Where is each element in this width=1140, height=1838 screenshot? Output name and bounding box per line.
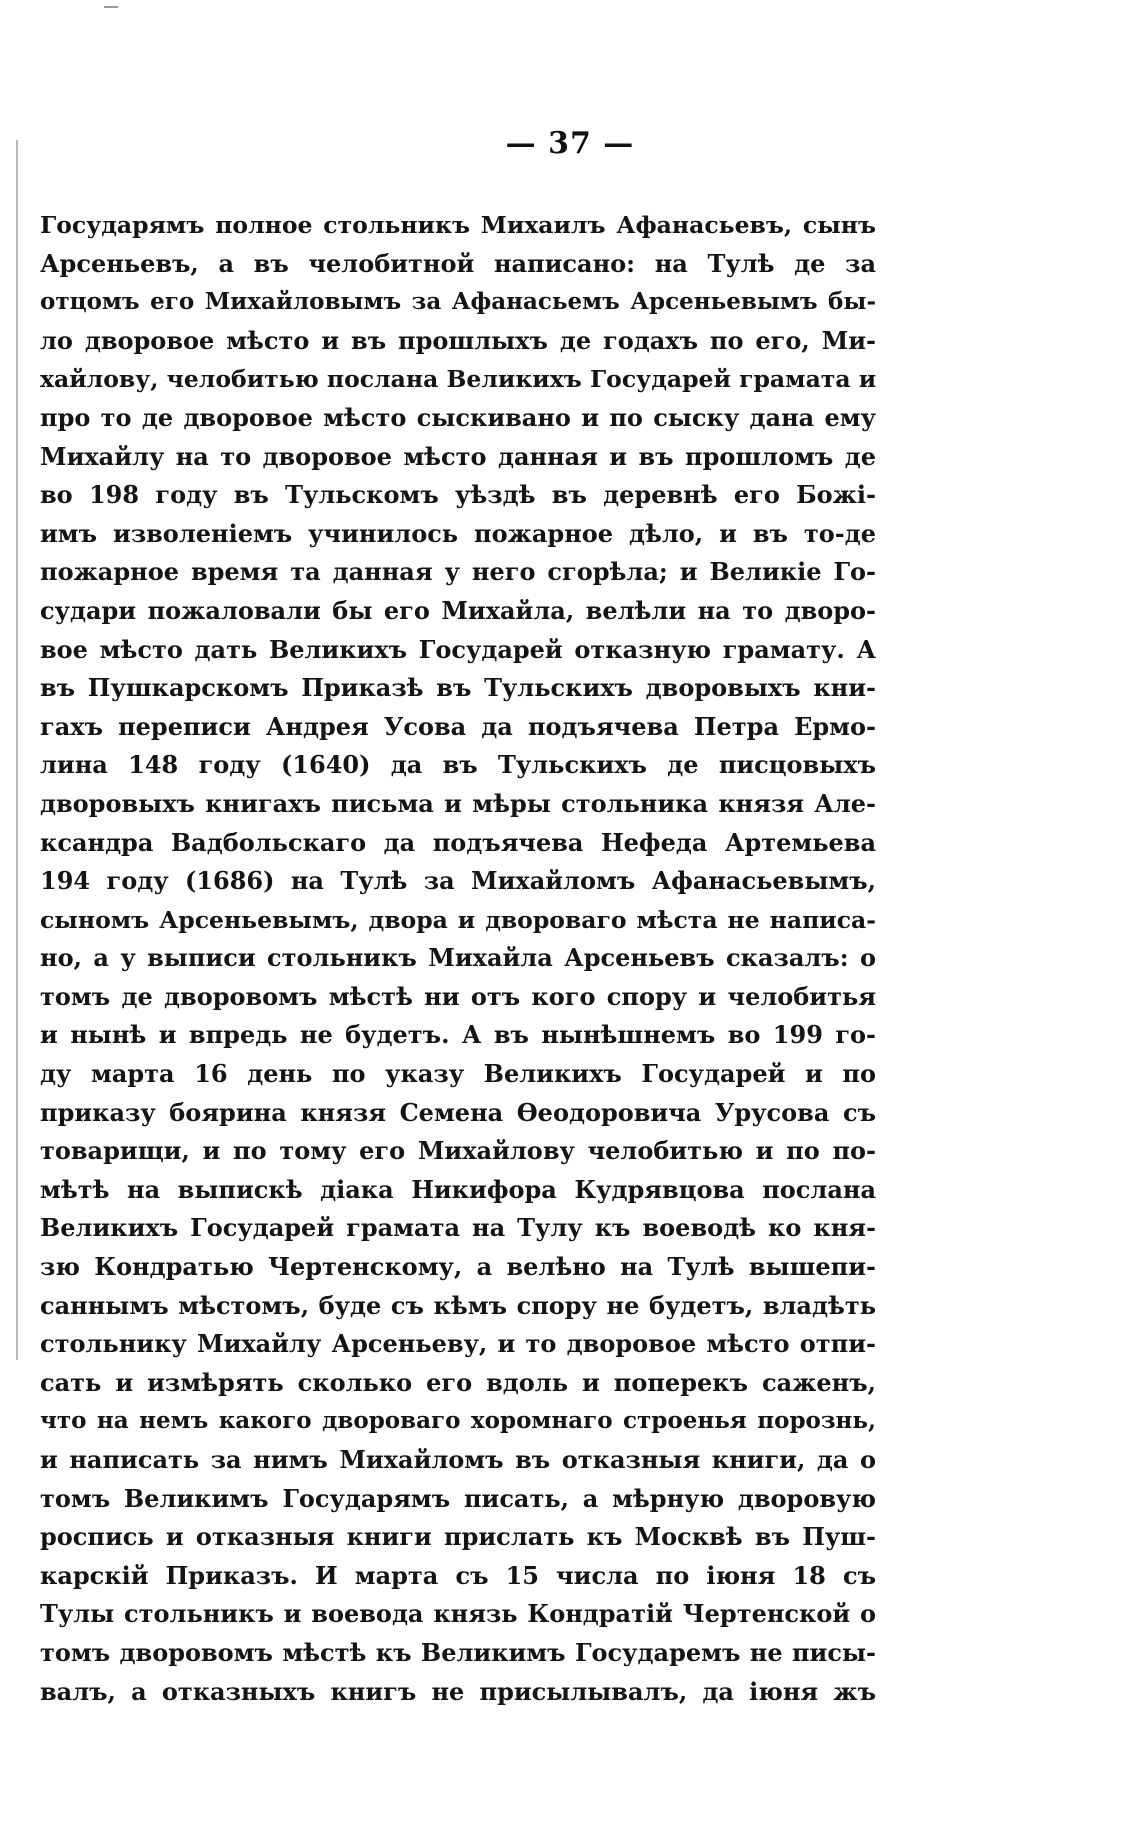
text-line: Великихъ Государей грамата на Тулу къ воеводѣ ко кня-: [40, 1213, 876, 1243]
page-number: — 37 —: [505, 126, 635, 161]
text-line: томъ дворовомъ мѣстѣ къ Великимъ Государемъ не писы-: [40, 1637, 876, 1667]
text-line: судари пожаловали бы его Михайла, велѣли на то дворо-: [40, 595, 876, 625]
text-line: 194 году (1686) на Тулѣ за Михайломъ Афанасьевымъ,: [40, 866, 876, 896]
text-line: томъ Великимъ Государямъ писать, а мѣрную дворовую: [40, 1483, 876, 1513]
text-line: хайлову, челобитью послана Великихъ Государей грамата и: [40, 365, 877, 394]
text-line: но, а у выписи стольникъ Михайла Арсеньевъ сказалъ: о: [40, 943, 876, 973]
text-line: роспись и отказныя книги прислать къ Москвѣ въ Пуш-: [40, 1522, 876, 1552]
scan-mark: [104, 6, 118, 8]
text-line: вое мѣсто дать Великихъ Государей отказную грамату. А: [40, 634, 876, 664]
text-line: Михайлу на то дворовое мѣсто данная и въ прошломъ де: [40, 441, 876, 471]
text-line: въ Пушкарскомъ Приказѣ въ Тульскихъ дворовыхъ кни-: [40, 673, 876, 703]
text-line: во 198 году въ Тульскомъ уѣздѣ въ деревнѣ его Божі-: [40, 480, 876, 510]
text-line: гахъ переписи Андрея Усова да подъячева Петра Ермо-: [40, 711, 876, 741]
text-line: про то де дворовое мѣсто сыскивано и по сыску дана ему: [40, 402, 876, 432]
text-line: приказу боярина князя Семена Өеодоровича Урусова съ: [40, 1097, 876, 1127]
text-line: стольнику Михайлу Арсеньеву, и то дворовое мѣсто отпи-: [40, 1329, 876, 1359]
text-line: валъ, а отказныхъ книгъ не присылывалъ, да іюня жъ: [40, 1676, 876, 1706]
text-line: мѣтѣ на выпискѣ діака Никифора Кудрявцова послана: [40, 1174, 876, 1204]
text-line: лина 148 году (1640) да въ Тульскихъ де писцовыхъ: [40, 750, 876, 780]
text-line: отцомъ его Михайловымъ за Афанасьемъ Арсеньевымъ бы-: [40, 288, 876, 316]
text-line: сать и измѣрять сколько его вдоль и поперекъ саженъ,: [40, 1367, 876, 1397]
text-line: и нынѣ и впредь не будетъ. А въ нынѣшнемъ во 199 го-: [40, 1020, 876, 1050]
text-line: зю Кондратью Чертенскому, а велѣно на Тулѣ вышепи-: [40, 1252, 876, 1282]
scan-edge-line: [16, 140, 18, 1360]
text-line: что на немъ какого двороваго хоромнаго строенья порознь,: [40, 1407, 876, 1435]
text-line: карскій Приказъ. И марта съ 15 числа по іюня 18 съ: [40, 1560, 876, 1590]
text-line: сыномъ Арсеньевымъ, двора и двороваго мѣста не написа-: [40, 905, 876, 934]
text-line: товарищи, и по тому его Михайлову челобитью и по по-: [40, 1136, 876, 1166]
text-line: ду марта 16 день по указу Великихъ Государей и по: [40, 1059, 876, 1089]
text-line: Тулы стольникъ и воевода князь Кондратій Чертенской о: [40, 1599, 876, 1629]
text-line: саннымъ мѣстомъ, буде съ кѣмъ спору не будетъ, владѣть: [40, 1290, 876, 1320]
text-line: и написать за нимъ Михайломъ въ отказныя книги, да о: [40, 1445, 876, 1474]
text-line: имъ изволеніемъ учинилось пожарное дѣло, и въ то-де: [40, 518, 876, 548]
text-line: Арсеньевъ, а въ челобитной написано: на Тулѣ де за: [40, 248, 876, 278]
text-line: пожарное время та данная у него сгорѣла; и Великіе Го-: [40, 557, 876, 587]
text-line: дворовыхъ книгахъ письма и мѣры стольника князя Але-: [40, 788, 876, 818]
text-line: ло дворовое мѣсто и въ прошлыхъ де годахъ по его, Ми-: [40, 325, 876, 355]
text-line: Государямъ полное стольникъ Михаилъ Афанасьевъ, сынъ: [40, 211, 876, 239]
text-line: томъ де дворовомъ мѣстѣ ни отъ кого спору и челобитья: [40, 981, 876, 1011]
body-text: [40, 206, 876, 1711]
text-line: ксандра Вадбольскаго да подъячева Нефеда Артемьева: [40, 827, 876, 857]
